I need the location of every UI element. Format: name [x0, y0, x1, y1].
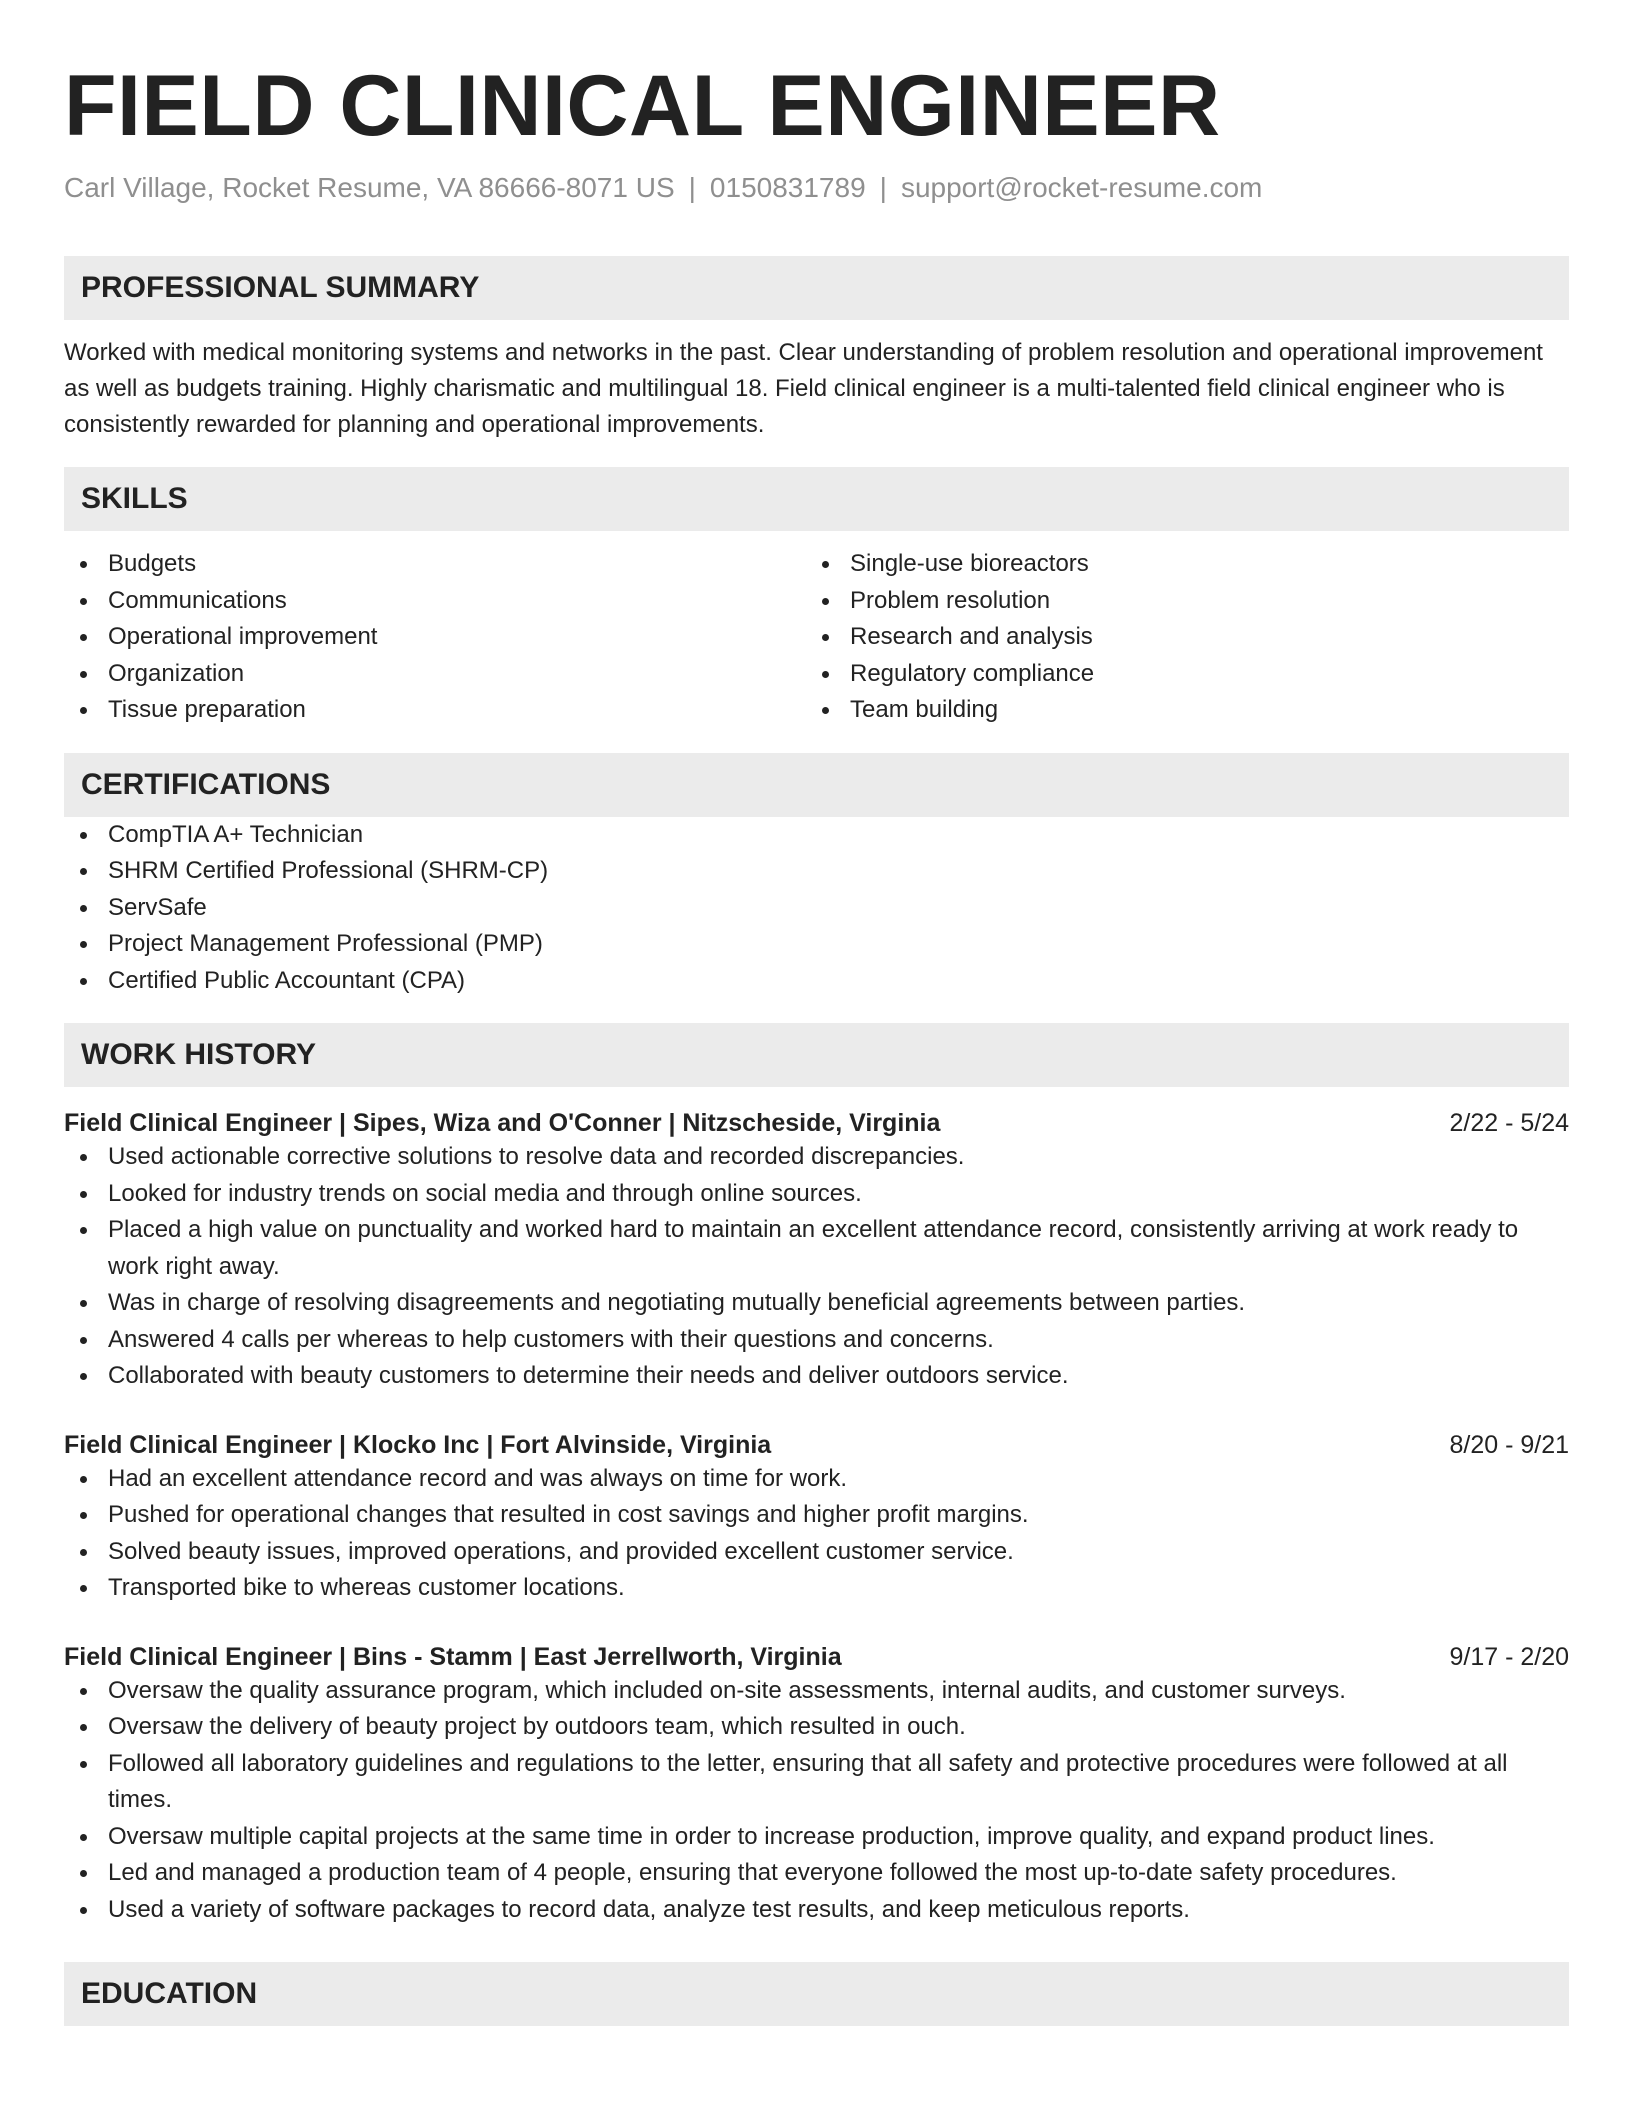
bullet-icon	[80, 1300, 87, 1307]
bullet-icon	[80, 1585, 87, 1592]
job-dates: 8/20 - 9/21	[1449, 1430, 1569, 1459]
skill-label: Tissue preparation	[108, 696, 306, 723]
bullet-icon	[80, 868, 87, 875]
bullet-icon	[80, 598, 87, 605]
job-entry	[64, 1641, 1569, 1929]
certification-label: Certified Public Accountant (CPA)	[108, 966, 466, 994]
job-bullet-text: Collaborated with beauty customers to determine their needs and deliver outdoors service.	[108, 1362, 1069, 1389]
section-header-education	[64, 1962, 1569, 2026]
certification-label: Project Management Professional (PMP)	[108, 930, 543, 957]
job-bullet	[64, 1497, 1569, 1534]
job-bullet	[64, 1461, 1569, 1498]
bullet-icon	[80, 1907, 87, 1914]
job-bullet	[64, 1285, 1569, 1322]
contact-phone: 0150831789	[709, 172, 866, 203]
job-entry	[64, 1107, 1569, 1395]
bullet-icon	[822, 671, 829, 678]
bullet-icon	[80, 1512, 87, 1519]
bullet-icon	[822, 634, 829, 641]
bullet-icon	[80, 1337, 87, 1344]
certification-item	[64, 817, 1569, 854]
job-header	[64, 1641, 1569, 1673]
bullet-icon	[80, 1191, 87, 1198]
bullet-icon	[822, 598, 829, 605]
contact-line	[64, 170, 1569, 206]
bullet-icon	[80, 1688, 87, 1695]
skill-label: Problem resolution	[850, 586, 1051, 614]
contact-separator: |	[688, 172, 696, 203]
bullet-icon	[80, 941, 87, 948]
job-bullets	[64, 1461, 1569, 1607]
certification-item	[64, 890, 1569, 927]
section-header-summary	[64, 256, 1569, 320]
bullet-icon	[80, 905, 87, 912]
job-bullet	[64, 1358, 1569, 1395]
skill-item	[64, 656, 806, 693]
job-title: Field Clinical Engineer | Bins - Stamm | East Jerrellworth, Virginia	[64, 1642, 842, 1671]
certification-label: SHRM Certified Professional (SHRM-CP)	[108, 857, 549, 884]
job-bullet-text: Looked for industry trends on social media and through online sources.	[108, 1179, 862, 1207]
bullet-icon	[80, 1870, 87, 1877]
job-bullet-text: Oversaw multiple capital projects at the same time in order to increase production, improve quality, and expand product lines.	[108, 1822, 1435, 1850]
bullet-icon	[80, 832, 87, 839]
skill-item	[806, 546, 1548, 583]
skill-label: Regulatory compliance	[850, 659, 1095, 687]
section-heading: EDUCATION	[81, 1977, 258, 2010]
job-bullet-text: Answered 4 calls per whereas to help customers with their questions and concerns.	[108, 1325, 994, 1353]
job-bullet-text: Placed a high value on punctuality and worked hard to maintain an excellent attendance record, consistently arriving at work ready to work right away.	[108, 1216, 1519, 1280]
summary-text: Worked with medical monitoring systems and networks in the past. Clear understanding of problem resolution and operational improvement as well as budgets training. Highly charismatic and multilingual 18. Field clinical engineer is a multi-talented field clinical engineer who is consistently rewarded for planning and operational improvements.	[64, 339, 1543, 438]
job-bullet	[64, 1176, 1569, 1213]
job-bullet	[64, 1892, 1569, 1929]
job-bullet-text: Solved beauty issues, improved operations, and provided excellent customer service.	[108, 1537, 1014, 1565]
skill-label: Operational improvement	[108, 623, 378, 650]
section-header-certifications	[64, 753, 1569, 817]
job-bullet-text: Used a variety of software packages to record data, analyze test results, and keep meticulous reports.	[108, 1895, 1190, 1923]
skill-item	[64, 619, 806, 656]
job-bullet	[64, 1534, 1569, 1571]
contact-address: Carl Village, Rocket Resume, VA 86666-8071 US	[64, 172, 675, 203]
bullet-icon	[80, 1761, 87, 1768]
skill-label: Research and analysis	[850, 623, 1093, 650]
bullet-icon	[80, 1227, 87, 1234]
skills-column-left	[64, 546, 806, 729]
skills-grid	[64, 546, 1569, 729]
section-heading: SKILLS	[81, 482, 188, 515]
skill-label: Single-use bioreactors	[850, 550, 1089, 577]
bullet-icon	[80, 978, 87, 985]
certification-label: CompTIA A+ Technician	[108, 820, 364, 848]
bullet-icon	[80, 561, 87, 568]
skill-label: Budgets	[108, 550, 197, 577]
bullet-icon	[80, 1724, 87, 1731]
skills-list-right	[806, 546, 1548, 729]
bullet-icon	[80, 671, 87, 678]
job-bullet-text: Pushed for operational changes that resulted in cost savings and higher profit margins.	[108, 1501, 1029, 1528]
certification-item	[64, 853, 1569, 890]
skill-label: Organization	[108, 659, 245, 687]
certifications-list	[64, 817, 1569, 1000]
skill-item	[806, 583, 1548, 620]
skill-label: Communications	[108, 586, 287, 614]
certification-item	[64, 926, 1569, 963]
job-title: Field Clinical Engineer | Klocko Inc | Fort Alvinside, Virginia	[64, 1430, 772, 1459]
skill-item	[806, 656, 1548, 693]
bullet-icon	[822, 561, 829, 568]
bullet-icon	[80, 1834, 87, 1841]
contact-separator: |	[879, 172, 887, 203]
job-bullet-text: Followed all laboratory guidelines and regulations to the letter, ensuring that all safety and protective procedures were followed at all times.	[108, 1749, 1508, 1813]
section-header-skills	[64, 467, 1569, 531]
bullet-icon	[822, 707, 829, 714]
job-bullet-text: Led and managed a production team of 4 people, ensuring that everyone followed the most up-to-date safety procedures.	[108, 1859, 1397, 1886]
section-header-work-history	[64, 1023, 1569, 1087]
bullet-icon	[80, 634, 87, 641]
job-bullet	[64, 1709, 1569, 1746]
job-bullet	[64, 1322, 1569, 1359]
job-entry	[64, 1429, 1569, 1607]
job-bullet-text: Was in charge of resolving disagreements and negotiating mutually beneficial agreements between parties.	[108, 1289, 1246, 1316]
job-dates: 9/17 - 2/20	[1449, 1642, 1569, 1671]
skill-item	[64, 692, 806, 729]
bullet-icon	[80, 1154, 87, 1161]
bullet-icon	[80, 1549, 87, 1556]
job-bullets	[64, 1139, 1569, 1395]
skill-item	[806, 619, 1548, 656]
skills-column-right	[806, 546, 1548, 729]
bullet-icon	[80, 1476, 87, 1483]
skills-list-left	[64, 546, 806, 729]
skill-label: Team building	[850, 696, 999, 723]
skill-item	[64, 583, 806, 620]
job-bullet	[64, 1570, 1569, 1607]
job-bullet	[64, 1855, 1569, 1892]
bullet-icon	[80, 1373, 87, 1380]
skill-item	[64, 546, 806, 583]
contact-email: support@rocket-resume.com	[900, 172, 1263, 203]
job-bullets	[64, 1673, 1569, 1929]
job-bullet	[64, 1139, 1569, 1176]
job-bullet	[64, 1212, 1569, 1285]
job-bullet-text: Oversaw the quality assurance program, which included on-site assessments, internal audits, and customer surveys.	[108, 1676, 1346, 1704]
job-bullet-text: Oversaw the delivery of beauty project by outdoors team, which resulted in ouch.	[108, 1713, 966, 1740]
job-header	[64, 1429, 1569, 1461]
job-bullet	[64, 1673, 1569, 1710]
section-heading: WORK HISTORY	[81, 1038, 317, 1071]
resume-title: FIELD CLINICAL ENGINEER	[64, 58, 1221, 154]
bullet-icon	[80, 707, 87, 714]
job-title: Field Clinical Engineer | Sipes, Wiza and O'Conner | Nitzscheside, Virginia	[64, 1109, 941, 1137]
job-bullet	[64, 1746, 1569, 1819]
job-bullet-text: Transported bike to whereas customer locations.	[108, 1574, 625, 1601]
job-header	[64, 1107, 1569, 1139]
job-bullet-text: Used actionable corrective solutions to resolve data and recorded discrepancies.	[108, 1143, 965, 1170]
section-heading: CERTIFICATIONS	[81, 767, 331, 801]
job-dates: 2/22 - 5/24	[1449, 1109, 1569, 1137]
skill-item	[806, 692, 1548, 729]
certification-item	[64, 963, 1569, 1000]
job-bullet-text: Had an excellent attendance record and was always on time for work.	[108, 1464, 848, 1492]
certification-label: ServSafe	[108, 893, 207, 921]
section-heading: PROFESSIONAL SUMMARY	[81, 271, 480, 304]
job-bullet	[64, 1819, 1569, 1856]
